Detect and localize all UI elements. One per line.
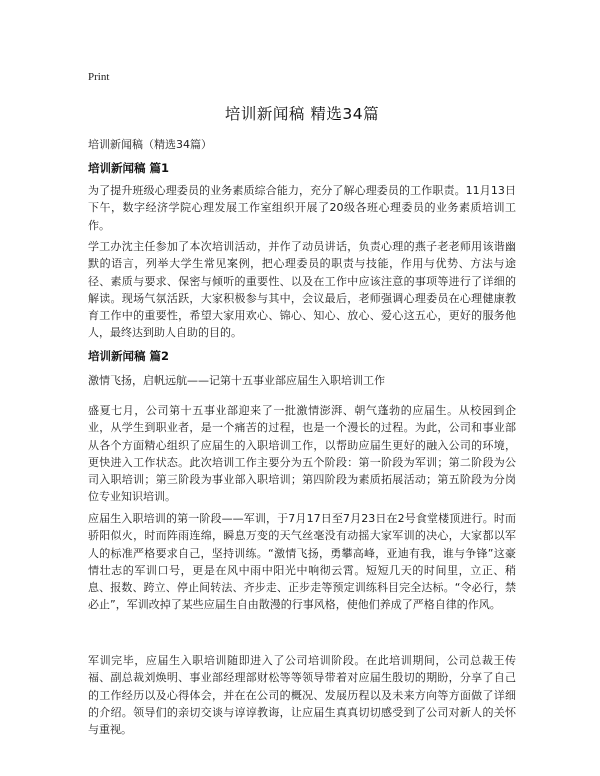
section-heading-1: 培训新闻稿 篇1 <box>88 161 170 175</box>
paragraph: 学工办沈主任参加了本次培训活动，并作了动员讲话，负责心理的燕子老老师用该谐幽默的语言，列举大学生常见案例，把心理委员的职责与技能，作用与优势、方法与途径、素质与要求、保密与倾听的重要性、以及在工作中应该注意的事项等进行了详细的解读。现场气氛活跃，大家积极参与其中，会议最后，老师强调心理委员在心理健康教育工作中的重要性，希望大家用欢心、锦心、知心、放心、爱心这五心，更好的服务他人，最终达到助人自助的目的。 <box>88 240 516 340</box>
paragraph: 盛夏七月，公司第十五事业部迎来了一批激情澎湃、朝气蓬勃的应届生。从校园到企业，从学生到职业者，是一个痛苦的过程，也是一个漫长的过程。为此，公司和事业部从各个方面精心组织了应届生的入职培训工作，以帮助应届生更好的融入公司的环境，更快进入工作状态。此次培训工作主要分为五个阶段：第一阶段为军训；第二阶段为公司入职培训；第三阶段为事业部入职培训；第四阶段为素质拓展活动；第五阶段为分岗位专业知识培训。 <box>88 404 516 504</box>
paragraph: 激情飞扬，启帆远航——记第十五事业部应届生入职培训工作 <box>88 374 385 387</box>
paragraph: 军训完毕，应届生入职培训随即进入了公司培训阶段。在此培训期间，公司总裁王传福、副总裁刘焕明、事业部经理部财松等等领导带着对应届生殷切的期盼，分享了自己的工作经历以及心得体会，并在在公司的概况、发展历程以及未来方向等方面做了详细的介绍。领导们的亲切交谈与谆谆教诲，让应届生真真切切感受到了公司对新人的关怀与重视。 <box>88 654 516 737</box>
section-heading-2: 培训新闻稿 篇2 <box>88 349 170 363</box>
page-title: 培训新闻稿 精选34篇 <box>224 105 380 123</box>
paragraph: 应届生入职培训的第一阶段——军训，于7月17日至7月23日在2号食堂楼顶进行。时而骄阳似火，时而阵雨连绵，瞬息万变的天气丝毫没有动摇大家军训的决心，大家都以军人的标准严格要求自己，坚持训练。“激情飞扬，勇攀高峰，亚迪有我，谁与争锋”这豪情壮志的军训口号，更是在风中雨中阳光中响彻云霄。短短几天的时间里，立正、稍息、报数、跨立、停止间转法、齐步走、正步走等预定训练科目完全达标。“令必行，禁必止”，军训改掉了某些应届生自由散漫的行事风格，使他们养成了严格自律的作风。 <box>88 512 516 612</box>
print-label[interactable]: Print <box>88 71 110 83</box>
paragraph: 为了提升班级心理委员的业务素质综合能力，充分了解心理委员的工作职责。11月13日下午，数字经济学院心理发展工作室组织开展了20级各班心理委员的业务素质培训工作。 <box>88 184 516 232</box>
document-subtitle: 培训新闻稿（精选34篇） <box>88 138 212 151</box>
